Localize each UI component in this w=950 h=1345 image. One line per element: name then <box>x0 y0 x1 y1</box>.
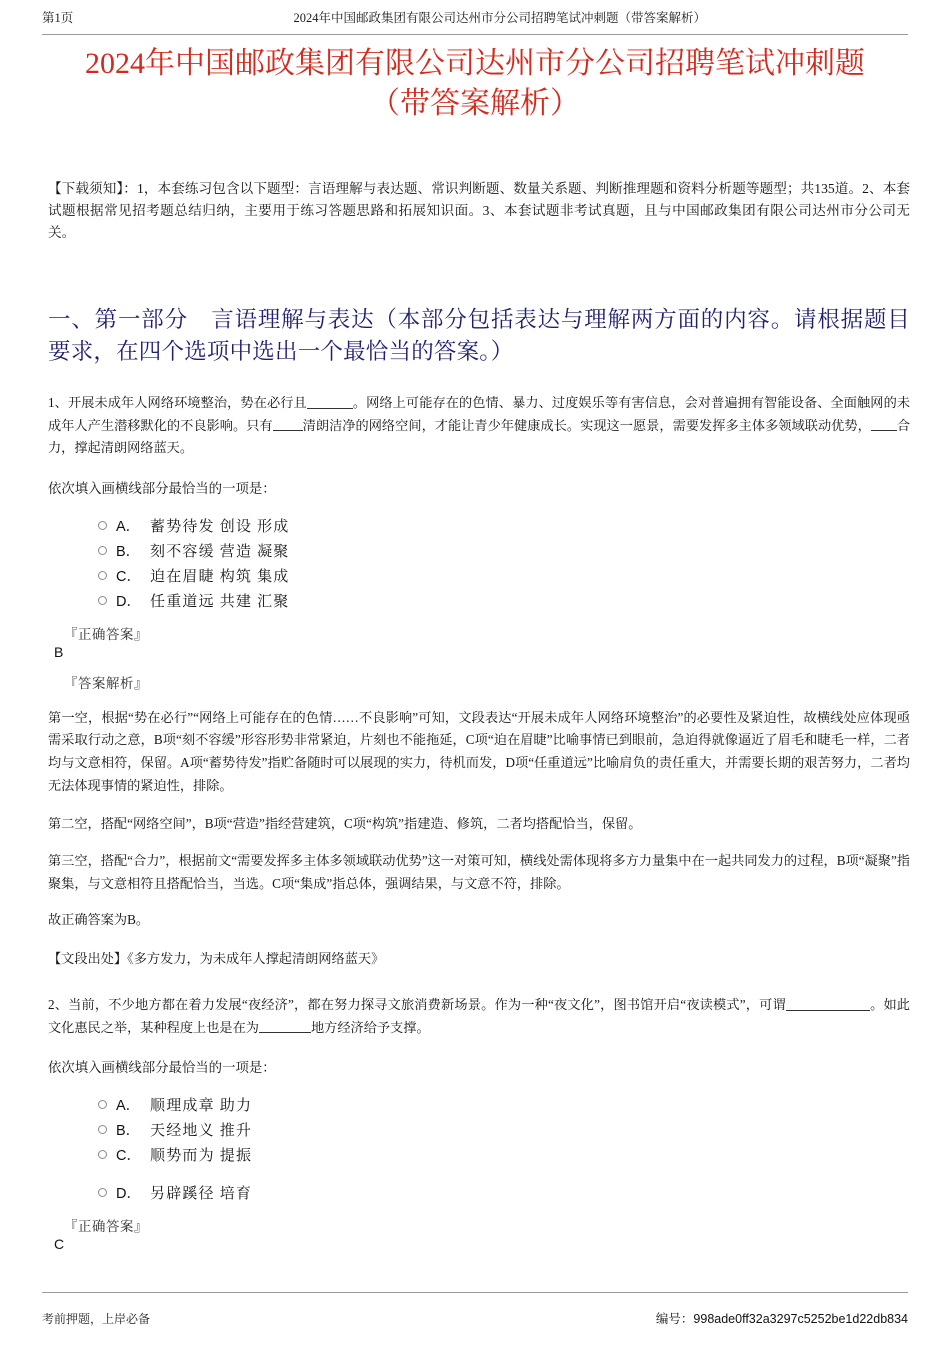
footer-document-id <box>656 1309 908 1327</box>
option-letter: B． <box>116 543 141 560</box>
question-1-answer-value: B <box>54 643 64 660</box>
option-letter: C． <box>116 568 141 585</box>
option-letter: A． <box>116 1098 141 1115</box>
question-2-blank-1 <box>786 997 870 1010</box>
radio-icon[interactable] <box>98 1188 107 1197</box>
question-2-answer-label: 『正确答案』 <box>64 1219 148 1235</box>
question-1-stem-part-1: 开展未成年人网络环境整治，势在必行且 <box>67 394 307 410</box>
document-footer <box>42 1292 908 1327</box>
radio-icon[interactable] <box>98 1125 107 1134</box>
question-2-stem <box>48 994 910 1039</box>
question-1-blank-3 <box>871 418 897 431</box>
document-header <box>42 8 908 35</box>
question-1-source: 【文段出处】《多方发力，为未成年人撑起清朗网络蓝天》 <box>48 950 385 966</box>
question-1-answer-label: 『正确答案』 <box>64 626 148 642</box>
question-2-number: 2、 <box>48 997 69 1012</box>
option-text: 顺理成章 助力 <box>150 1098 253 1115</box>
footer-slogan: 考前押题，上岸必备 <box>42 1312 151 1326</box>
question-2-option-a[interactable] <box>98 1092 910 1117</box>
question-1-options <box>48 513 910 613</box>
section-heading: 一、第一部分 言语理解与表达（本部分包括表达与理解两方面的内容。请根据题目要求，在四个选项中选出一个最恰当的答案。） <box>48 307 910 364</box>
download-notice: 【下载须知】：1，本套练习包含以下题型：言语理解与表达题、常识判断题、数量关系题、判断推理题和资料分析题等题型；共135道。2、本套试题根据常见招考题总结归纳，主要用于练习答题思路和拓展知识面。3、本套试题非考试真题，且与中国邮政集团有限公司达州市分公司无关。 <box>48 181 910 241</box>
question-2-stem-part-2: 。如此文化惠民之举，某种程度上也是在为 <box>48 997 910 1035</box>
option-text: 蓄势待发 创设 形成 <box>150 518 290 535</box>
option-letter: B． <box>116 1123 141 1140</box>
question-2-prompt: 依次填入画横线部分最恰当的一项是： <box>48 1060 276 1076</box>
question-1-analysis-paragraph-2: 第二空，搭配“网络空间”，B项“营造”指经营建筑，C项“构筑”指建造、修筑，二者均搭配恰当，保留。 <box>48 815 642 831</box>
question-1-conclusion: 故正确答案为B。 <box>48 911 150 927</box>
question-1-stem-part-3: 清朗洁净的网络空间，才能让青少年健康成长。实现这一愿景，需要发挥多主体多领域联动优势， <box>302 417 871 433</box>
question-2-option-b[interactable] <box>98 1117 910 1142</box>
question-1-blank-1 <box>307 395 353 408</box>
radio-icon[interactable] <box>98 1100 107 1109</box>
question-2-stem-part-3: 地方经济给予支撑。 <box>311 1019 430 1035</box>
radio-icon[interactable] <box>98 1150 107 1159</box>
document-body <box>48 178 910 1254</box>
radio-icon[interactable] <box>98 571 107 580</box>
question-1-analysis-paragraph-1: 第一空，根据“势在必行”“网络上可能存在的色情……不良影响”可知，文段表达“开展未成年人网络环境整治”的必要性及紧迫性，故横线处应体现亟需采取行动之意，B项“刻不容缓”形容形势非常紧迫，片刻也不能拖延，C项“迫在眉睫”比喻事情已到眼前，急迫得就像逼近了眉毛和睫毛一样，二者均与文意相符，保留。A项“蓄势待发”指贮备随时可以展现的实力，待机而发，D项“任重道远”比喻肩负的责任重大，并需要长期的艰苦努力，二者均无法体现事情的紧迫性，排除。 <box>48 709 910 793</box>
title-line-2: （带答案解析） <box>370 87 580 121</box>
option-text: 顺势而为 提振 <box>150 1148 253 1165</box>
question-1-stem-part-4: 合力，撑起清朗网络蓝天。 <box>48 417 911 456</box>
question-1-option-a[interactable] <box>98 513 910 538</box>
question-2-stem-part-1: 当前，不少地方都在着力发展“夜经济”，都在努力探寻文旅消费新场景。作为一种“夜文化”，图书馆开启“夜读模式”，可谓 <box>68 997 786 1012</box>
option-text: 刻不容缓 营造 凝聚 <box>150 543 290 560</box>
question-1-stem <box>48 392 910 460</box>
page-number: 第1页 <box>42 11 74 25</box>
header-running-title: 2024年中国邮政集团有限公司达州市分公司招聘笔试冲刺题（带答案解析） <box>293 11 707 25</box>
option-text: 天经地义 推升 <box>150 1123 253 1140</box>
question-1-stem-part-2: 。网络上可能存在的色情、暴力、过度娱乐等有害信息，会对普遍拥有智能设备、全面触网的未成年人产生潜移默化的不良影响。只有 <box>48 394 911 433</box>
option-text: 任重道远 共建 汇聚 <box>150 593 290 610</box>
page-title <box>42 44 908 124</box>
radio-icon[interactable] <box>98 596 107 605</box>
question-1-prompt: 依次填入画横线部分最恰当的一项是： <box>48 481 276 497</box>
question-1-analysis-label: 『答案解析』 <box>64 675 148 691</box>
option-letter: D． <box>116 1186 141 1203</box>
question-2-option-c[interactable] <box>98 1142 910 1167</box>
question-1-option-b[interactable] <box>98 538 910 563</box>
radio-icon[interactable] <box>98 521 107 530</box>
option-letter: C． <box>116 1148 141 1165</box>
question-1-analysis-paragraph-3: 第三空，搭配“合力”，根据前文“需要发挥多主体多领域联动优势”这一对策可知，横线处需体现将多方力量集中在一起共同发力的过程，B项“凝聚”指聚集，与文意相符且搭配恰当，当选。C项“集成”指总体，强调结果，与文意不符，排除。 <box>48 853 910 891</box>
option-letter: A． <box>116 518 141 535</box>
question-1-number: 1、 <box>48 394 68 410</box>
question-2-blank-2 <box>259 1020 311 1033</box>
footer-id-label: 编号： <box>655 1312 694 1326</box>
question-2-option-d[interactable] <box>98 1180 910 1205</box>
question-2-options <box>48 1092 910 1205</box>
question-2-answer-value: C <box>54 1236 65 1253</box>
footer-id-value: 998ade0ff32a3297c5252be1d22db834 <box>693 1312 908 1326</box>
title-line-1: 2024年中国邮政集团有限公司达州市分公司招聘笔试冲刺题 <box>85 47 865 80</box>
question-1-option-c[interactable] <box>98 563 910 588</box>
option-letter: D． <box>116 593 141 610</box>
option-text: 另辟蹊径 培育 <box>150 1186 253 1203</box>
radio-icon[interactable] <box>98 546 107 555</box>
question-1-blank-2 <box>273 418 303 431</box>
question-1-option-d[interactable] <box>98 588 910 613</box>
option-text: 迫在眉睫 构筑 集成 <box>150 568 290 585</box>
